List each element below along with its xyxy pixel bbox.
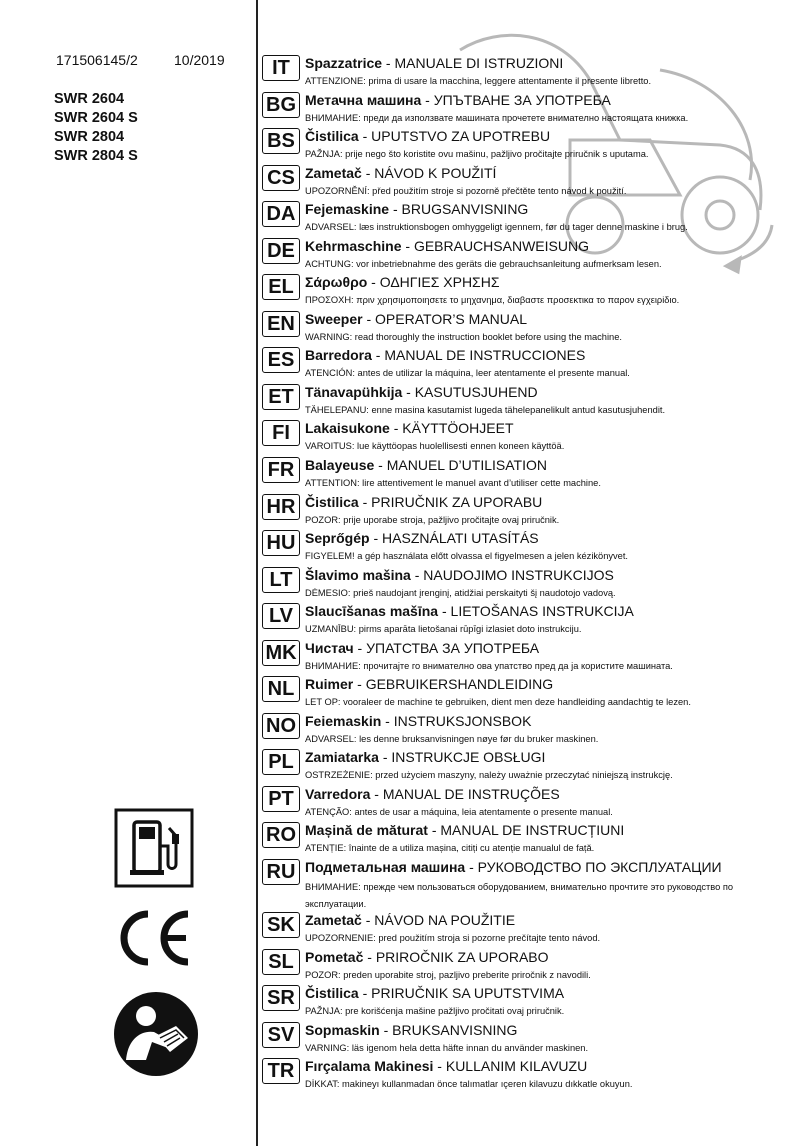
manual-name: LIETOŠANAS INSTRUKCIJA [450,603,634,620]
warning-text [305,932,600,945]
language-title: Fejemaskine - BRUGSANVISNING [305,201,529,218]
language-entry [262,602,802,639]
warning-body: makineyı kullanmadan önce talımatlar ıçeren kilavuzu dıkkatle okuyun. [342,1079,633,1090]
warning-text [305,550,628,563]
warning-body: prima di usare la macchina, leggere attentamente il presente libretto. [368,76,652,86]
language-entry [262,200,802,237]
manual-name: NÁVOD K POUŽITÍ [374,164,497,181]
document-date: 10/2019 [174,52,225,68]
language-entry [262,419,802,456]
warning-body: lire attentivement le manuel avant d’utiliser cette machine. [362,478,601,489]
manual-name: MANUEL D’UTILISATION [386,457,547,474]
warning-label: WARNING: [305,331,353,342]
warning-body: antes de usar a máquina, leia atentamente o presente manual. [354,806,613,817]
fuel-pump-icon [114,808,194,888]
language-code: SR [262,985,300,1011]
warning-label: LET OP: [305,697,341,708]
warning-label: ВНИМАНИЕ: [305,660,361,671]
language-code: LV [262,603,300,629]
language-code: FI [262,420,300,446]
product-name: Σάρωθρο [305,274,368,291]
language-title: Lakaisukone - KÄYTTÖOHJEET [305,420,514,437]
product-name: Zamiatarka [305,749,379,766]
language-code: RO [262,822,300,848]
language-entry [262,1057,802,1094]
product-name: Kehrmaschine [305,237,402,254]
warning-text [305,185,626,198]
language-title: Tänavapühkija - KASUTUSJUHEND [305,383,538,400]
warning-label: ADVARSEL: [305,733,357,744]
warning-label: FIGYELEM! [305,551,355,562]
warning-label: UZMANĪBU: [305,624,357,635]
manual-name: MANUAL DE INSTRUÇÕES [382,785,560,802]
manual-name: NAUDOJIMO INSTRUKCIJOS [423,566,614,583]
product-name: Slaucīšanas mašīna [305,603,439,620]
language-code: CS [262,165,300,191]
manual-name: GEBRUIKERSHANDLEIDING [365,676,554,693]
language-code: EL [262,274,300,300]
language-title: Spazzatrice - MANUALE DI ISTRUZIONI [305,55,564,71]
warning-label: ACHTUNG: [305,258,354,269]
manual-name: BRUKSANVISNING [392,1021,518,1038]
manual-name: ΟΔΗΓΙΕΣ ΧΡΗΣΗΣ [379,274,500,291]
language-code: ES [262,347,300,373]
manual-name: OPERATOR’S MANUAL [375,310,528,327]
language-entry [262,1021,802,1058]
warning-text [305,1005,564,1018]
language-entry [262,529,802,566]
language-title: Ruimer - GEBRUIKERSHANDLEIDING [305,676,554,693]
warning-text [305,404,665,417]
language-code: RU [262,859,300,885]
warning-text [305,587,616,600]
language-title: Чистач - УПАТСТВА ЗА УПОТРЕБА [305,639,540,656]
product-name: Zametač [305,912,362,929]
warning-text [305,258,662,271]
product-name: Zametač [305,164,362,181]
manual-name: РУКОВОДСТВО ПО ЭКСПЛУАТАЦИИ [477,859,722,876]
product-name: Čistilica [305,128,359,145]
product-name: Fırçalama Makinesi [305,1058,434,1075]
warning-body: lue käyttöopas huolellisesti ennen koneen käyttöä. [357,441,565,452]
language-code: BS [262,128,300,154]
language-title: Sweeper - OPERATOR’S MANUAL [305,310,528,327]
language-entry [262,493,802,530]
warning-text [305,660,673,673]
warning-label: ΠΡΟΣΟΧΗ: [305,295,354,306]
language-title: Zametač - NÁVOD NA POUŽITIE [305,912,516,929]
warning-body: înainte de a utiliza mașina, citiți cu atenție manualul de față. [348,843,595,854]
language-code: HR [262,494,300,520]
warning-label: ВНИМАНИЕ: [305,882,361,893]
manual-name: PRIRUČNIK ZA UPORABU [371,493,543,510]
warning-body: antes de utilizar la máquina, leer atentamente el presente manual. [357,368,630,379]
warning-body: prije uporabe stroja, pažljivo pročitajte ovaj priručnik. [343,514,560,525]
language-title: Čistilica - PRIRUČNIK ZA UPORABU [305,493,543,510]
language-code: PL [262,749,300,775]
language-title: Σάρωθρο - ΟΔΗΓΙΕΣ ΧΡΗΣΗΣ [305,274,500,291]
warning-text [305,477,601,490]
manual-name: INSTRUKCJE OBSŁUGI [391,749,546,766]
language-entry [262,675,802,712]
warning-text [305,112,688,125]
language-code: DE [262,238,300,264]
model-name: SWR 2604 S [54,110,138,126]
language-entry [262,858,802,911]
ce-mark-icon [112,908,194,968]
language-title: Čistilica - PRIRUČNIK SA UPUTSTVIMA [305,985,565,1002]
language-entry [262,911,802,948]
manual-name: УПАТСТВА ЗА УПОТРЕБА [366,639,540,656]
language-code: IT [262,55,300,81]
language-code: NO [262,713,300,739]
warning-label: ATTENZIONE: [305,76,366,86]
language-title: Zamiatarka - INSTRUKCJE OBSŁUGI [305,749,546,766]
warning-body: před použitím stroje si pozorně přečtěte tento návod k použití. [372,185,627,196]
product-name: Balayeuse [305,457,375,474]
warning-body: enne masina kasutamist lugeda tähelepanelikult antud kasutusjuhendit. [371,404,666,415]
warning-text [305,842,594,855]
document-number: 171506145/2 [56,52,138,68]
language-code: LT [262,567,300,593]
model-name: SWR 2804 S [54,148,138,164]
language-entry [262,748,802,785]
warning-label: OSTRZEŻENIE: [305,770,373,781]
manual-name: NÁVOD NA POUŽITIE [374,912,516,929]
warning-text [305,696,691,709]
warning-text [305,769,673,782]
language-title: Slaucīšanas mašīna - LIETOŠANAS INSTRUKCIJA [305,603,634,620]
language-code: DA [262,201,300,227]
language-entry [262,273,802,310]
product-name: Чистач [305,639,354,656]
language-entry [262,984,802,1021]
language-title: Seprőgép - HASZNÁLATI UTASÍTÁS [305,530,539,547]
warning-body: прочитајте го внимателно ова упатство пред да ја користите машината. [363,660,673,671]
warning-label: PAŽNJA: [305,149,343,160]
warning-body: vooraleer de machine te gebruiken, dient men deze handleiding aandachtig te lezen. [343,697,691,708]
language-title: Sopmaskin - BRUKSANVISNING [305,1021,518,1038]
product-name: Mașină de măturat [305,822,428,839]
manual-name: INSTRUKSJONSBOK [393,712,532,729]
manual-name: УПЪТВАНЕ ЗА УПОТРЕБА [433,91,611,108]
language-entry [262,127,802,164]
manual-name: UPUTSTVO ZA UPOTREBU [371,128,551,145]
warning-text [305,1042,588,1055]
warning-label: PAŽNJA: [305,1006,343,1017]
read-manual-icon [112,990,200,1078]
warning-label: DĖMESIO: [305,587,351,598]
language-code: MK [262,640,300,666]
language-entry [262,948,802,985]
product-name: Sopmaskin [305,1021,380,1038]
vertical-divider [256,0,258,1146]
warning-body: vor inbetriebnahme des geräts die gebrauchsanleitung aufmerksam lesen. [356,258,662,269]
language-title: Подметальная машина - РУКОВОДСТВО ПО ЭКСПЛУАТАЦИИ [305,859,722,876]
language-entry [262,566,802,603]
warning-text [305,879,745,913]
product-name: Čistilica [305,493,359,510]
language-title: Kehrmaschine - GEBRAUCHSANWEISUNG [305,237,589,254]
warning-body: a gép használata előtt olvassa el figyelmesen a jelen kézikönyvet. [357,551,629,562]
warning-body: przed użyciem maszyny, należy uważnie przeczytać niniejszą instrukcję. [375,770,673,781]
manual-name: HASZNÁLATI UTASÍTÁS [382,530,539,547]
language-code: SL [262,949,300,975]
language-entry [262,383,802,420]
language-title: Fırçalama Makinesi - KULLANIM KILAVUZU [305,1058,588,1075]
warning-label: ATENÇÃO: [305,806,352,817]
warning-text [305,806,613,819]
warning-text [305,221,688,234]
warning-body: read thoroughly the instruction booklet before using the machine. [354,331,622,342]
warning-label: POZOR: [305,969,341,980]
product-name: Seprőgép [305,530,370,547]
product-name: Lakaisukone [305,420,390,437]
warning-label: ATTENTION: [305,478,360,489]
warning-body: преди да използвате машината прочетете внимателно настоящата книжка. [363,112,689,123]
warning-text [305,623,581,636]
product-name: Varredora [305,785,371,802]
product-name: Tänavapühkija [305,383,403,400]
product-name: Čistilica [305,985,359,1002]
manual-name: KÄYTTÖOHJEET [402,420,514,437]
language-entry [262,91,802,128]
language-title: Balayeuse - MANUEL D’UTILISATION [305,457,547,474]
warning-text [305,148,648,161]
manual-name: MANUAL DE INSTRUCCIONES [384,347,586,364]
language-code: NL [262,676,300,702]
warning-body: les denne bruksanvisningen nøye før du bruker maskinen. [359,733,599,744]
language-entry [262,821,802,858]
manual-name: MANUALE DI ISTRUZIONI [394,55,564,71]
product-name: Šlavimo mašina [305,566,411,583]
language-code: SK [262,912,300,938]
product-name: Метачна машина [305,91,422,108]
warning-text [305,733,598,746]
language-code: ET [262,384,300,410]
warning-label: ADVARSEL: [305,222,357,233]
warning-body: prieš naudojant įrenginį, atidžiai perskaityti šį naudotojo vadovą. [353,587,616,598]
language-code: EN [262,311,300,337]
language-title: Pometač - PRIROČNIK ZA UPORABO [305,948,549,965]
product-name: Ruimer [305,676,354,693]
product-name: Barredora [305,347,372,364]
warning-body: прежде чем пользоваться оборудованием, внимательно прочтите это руководство по эксплуатации. [305,882,734,910]
language-entry [262,237,802,274]
warning-label: ВНИМАНИЕ: [305,112,361,123]
product-name: Sweeper [305,310,363,327]
language-title: Varredora - MANUAL DE INSTRUÇÕES [305,785,560,802]
model-name: SWR 2804 [54,129,125,145]
warning-text [305,1078,632,1091]
language-code: TR [262,1058,300,1084]
language-entry [262,54,802,91]
language-code: SV [262,1022,300,1048]
warning-body: läs igenom hela detta häfte innan du använder maskinen. [351,1042,589,1053]
manual-name: KASUTUSJUHEND [414,383,538,400]
language-entry [262,639,802,676]
language-entry [262,456,802,493]
warning-text [305,75,651,88]
language-entry [262,310,802,347]
language-entry [262,346,802,383]
warning-body: læs instruktionsbogen omhyggeligt igennem, før du tager denne maskine i brug. [359,222,688,233]
language-title: Šlavimo mašina - NAUDOJIMO INSTRUKCIJOS [305,566,614,583]
product-name: Pometač [305,948,364,965]
language-code: FR [262,457,300,483]
manual-name: GEBRAUCHSANWEISUNG [413,237,589,254]
warning-body: pirms aparāta lietošanai rūpīgi izlasiet doto instrukciju. [358,624,582,635]
language-entry [262,164,802,201]
language-entry [262,785,802,822]
warning-label: VAROITUS: [305,441,355,452]
warning-text [305,514,559,527]
manual-name: PRIRUČNIK SA UPUTSTVIMA [371,985,565,1002]
manual-name: MANUAL DE INSTRUCȚIUNI [440,822,625,839]
model-name: SWR 2604 [54,91,125,107]
language-code: BG [262,92,300,118]
warning-label: UPOZORNĚNÍ: [305,185,370,196]
product-name: Spazzatrice [305,55,383,71]
manual-name: BRUGSANVISNING [401,201,529,218]
product-name: Подметальная машина [305,859,466,876]
warning-text [305,969,591,982]
warning-label: DİKKAT: [305,1079,340,1090]
language-title: Zametač - NÁVOD K POUŽITÍ [305,164,497,181]
warning-label: TÄHELEPANU: [305,404,369,415]
model-list [54,90,138,166]
warning-label: POZOR: [305,514,341,525]
language-title: Метачна машина - УПЪТВАНЕ ЗА УПОТРЕБА [305,91,611,108]
warning-label: ATENȚIE: [305,843,347,854]
language-title: Čistilica - UPUTSTVO ZA UPOTREBU [305,128,551,145]
warning-label: ATENCIÓN: [305,368,355,379]
product-name: Fejemaskine [305,201,390,218]
warning-text [305,331,622,344]
warning-label: UPOZORNENIE: [305,933,376,944]
warning-text [305,367,630,380]
warning-body: πριν χρησιμοποιησετε το μηχανημα, διαβαστε προσεκτικα το παρον εγχειρiδιο. [356,295,680,306]
warning-body: prije nego što koristite ovu mašinu, pažljivo pročitajte priručnik s uputama. [345,149,649,160]
language-list [262,54,802,1094]
product-name: Feiemaskin [305,712,382,729]
warning-text [305,440,564,453]
language-title: Barredora - MANUAL DE INSTRUCCIONES [305,347,586,364]
language-title: Feiemaskin - INSTRUKSJONSBOK [305,712,532,729]
manual-name: KULLANIM KILAVUZU [445,1058,588,1075]
warning-body: preden uporabite stroj, pazljivo preberite priročnik z navodili. [343,969,591,980]
manual-name: PRIROČNIK ZA UPORABO [375,948,549,965]
warning-label: VARNING: [305,1042,350,1053]
language-code: PT [262,786,300,812]
language-code: HU [262,530,300,556]
language-title: Mașină de măturat - MANUAL DE INSTRUCȚIUNI [305,822,625,839]
language-entry [262,712,802,749]
warning-body: pred použitím stroja si pozorne prečítajte tento návod. [378,933,601,944]
warning-body: pre korišćenja mašine pažljivo pročitati ovaj priručnik. [345,1006,565,1017]
warning-text [305,294,679,307]
